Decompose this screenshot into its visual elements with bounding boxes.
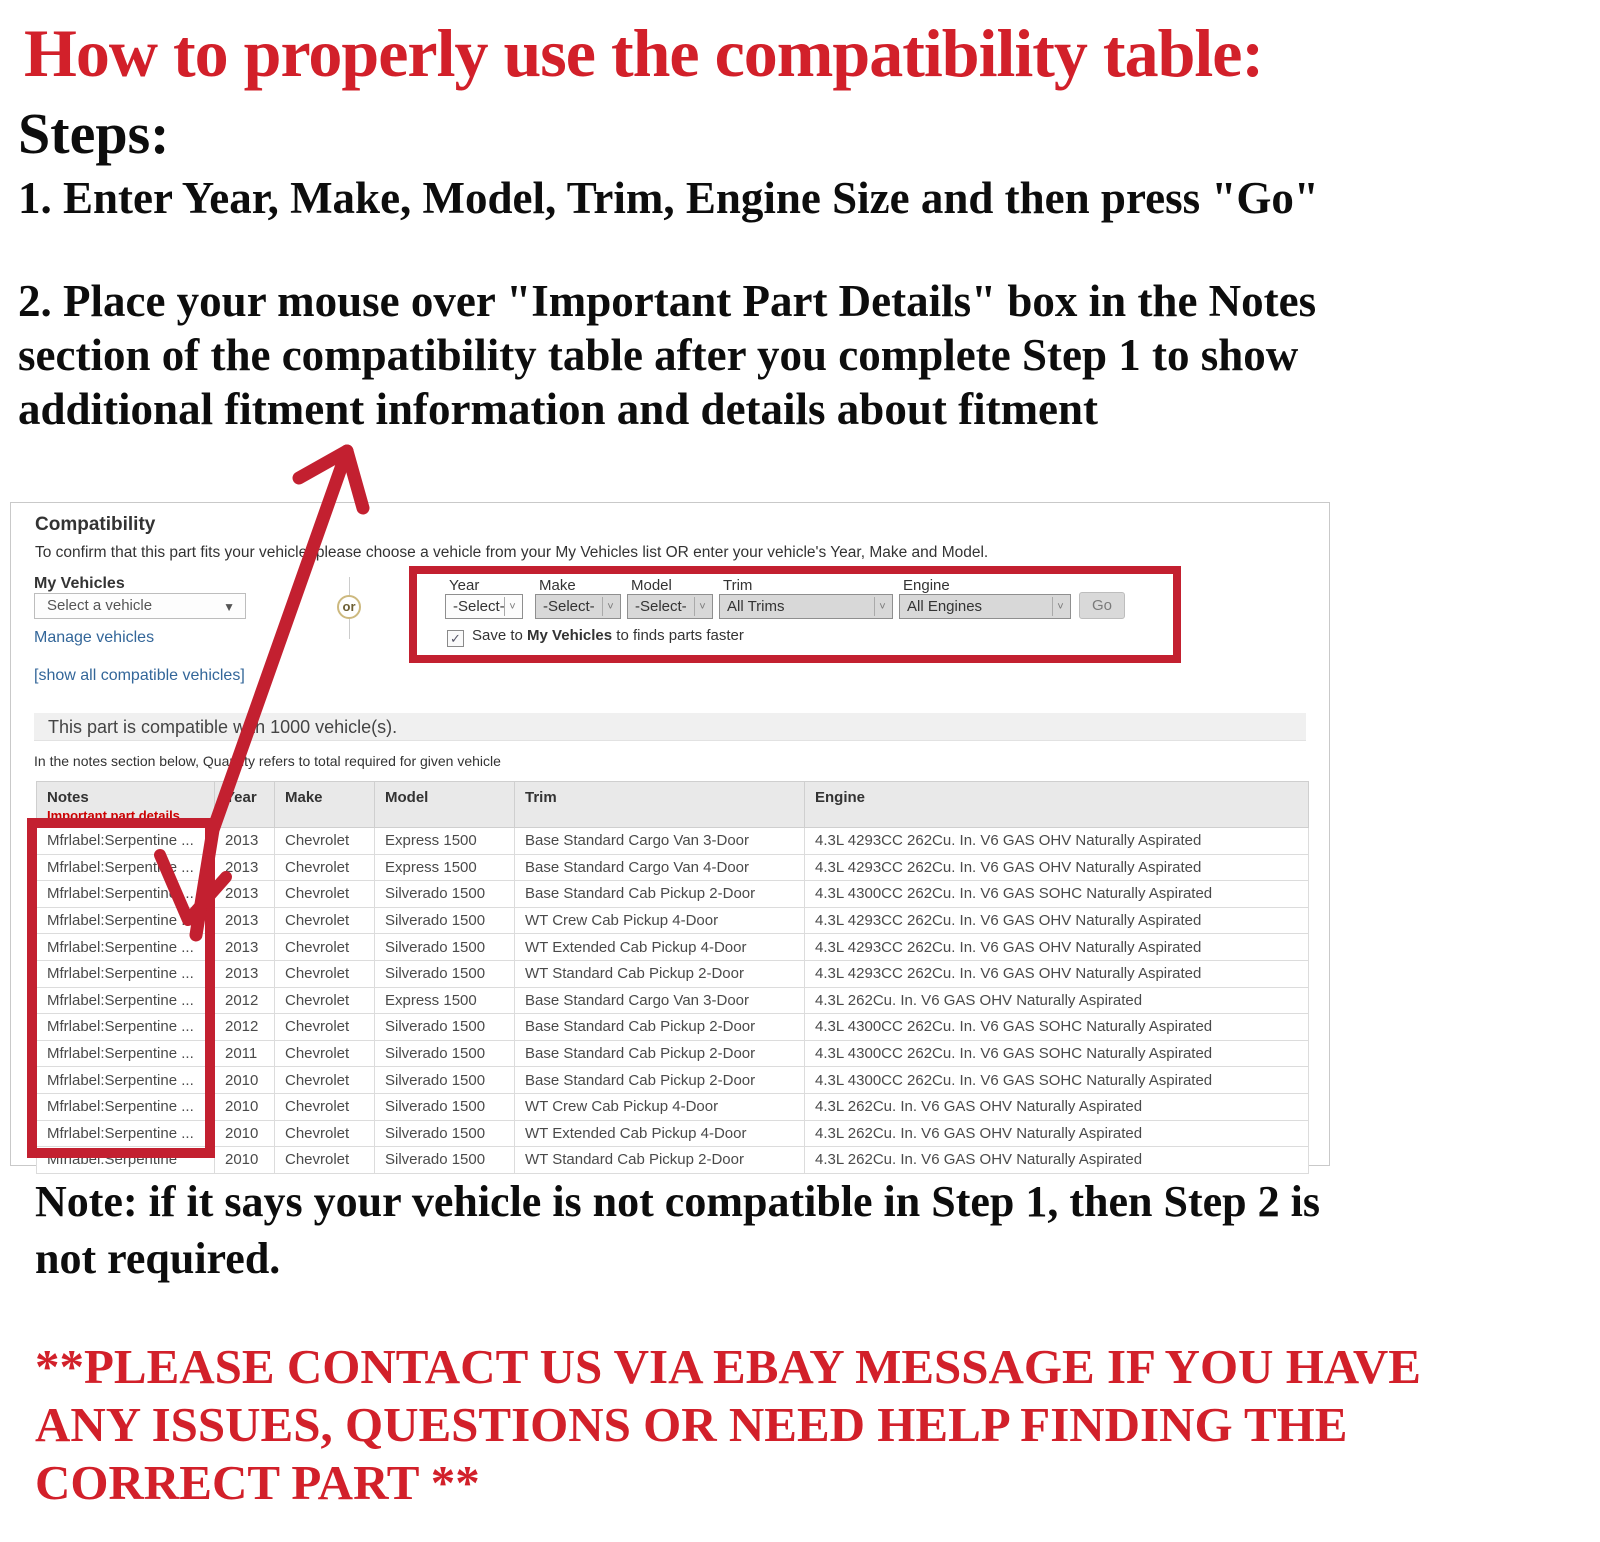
notes-cell[interactable]: Mfrlabel:Serpentine ...	[37, 1040, 215, 1067]
chevron-down-icon: ˅	[1052, 597, 1068, 616]
step-2-line-1: 2. Place your mouse over "Important Part Details" box in the Notes	[18, 276, 1317, 326]
contact-line-3: CORRECT PART **	[35, 1455, 480, 1510]
step-1-text: 1. Enter Year, Make, Model, Trim, Engine Size and then press "Go"	[18, 173, 1319, 223]
note-line-2: not required.	[35, 1234, 281, 1283]
model-cell: Silverado 1500	[375, 907, 515, 934]
model-select-value: -Select-	[635, 598, 687, 615]
trim-cell: Base Standard Cargo Van 4-Door	[515, 854, 805, 881]
model-cell: Express 1500	[375, 828, 515, 855]
notes-hint-text: In the notes section below, Quantity refers to total required for given vehicle	[34, 753, 501, 769]
year-cell: 2011	[215, 1040, 275, 1067]
table-row	[37, 1093, 1309, 1120]
table-row	[37, 934, 1309, 961]
year-cell: 2013	[215, 828, 275, 855]
chevron-down-icon: ˅	[694, 597, 710, 616]
manage-vehicles-link[interactable]: Manage vehicles	[34, 629, 155, 646]
engine-cell: 4.3L 4300CC 262Cu. In. V6 GAS SOHC Naturally Aspirated	[805, 1067, 1309, 1094]
step-2-text	[18, 274, 1316, 436]
year-header: Year	[215, 782, 275, 828]
trim-cell: Base Standard Cargo Van 3-Door	[515, 987, 805, 1014]
table-row	[37, 881, 1309, 908]
notes-cell[interactable]: Mfrlabel:Serpentine ...	[37, 1014, 215, 1041]
trim-cell: WT Crew Cab Pickup 4-Door	[515, 1093, 805, 1120]
contact-text	[35, 1338, 1421, 1512]
model-cell: Silverado 1500	[375, 934, 515, 961]
make-cell: Chevrolet	[275, 881, 375, 908]
trim-label: Trim	[723, 577, 753, 594]
make-cell: Chevrolet	[275, 960, 375, 987]
engine-cell: 4.3L 4293CC 262Cu. In. V6 GAS OHV Naturally Aspirated	[805, 907, 1309, 934]
go-button[interactable]: Go	[1079, 592, 1125, 619]
engine-label: Engine	[903, 577, 950, 594]
make-select-value: -Select-	[543, 598, 595, 615]
trim-cell: WT Standard Cab Pickup 2-Door	[515, 960, 805, 987]
year-cell: 2010	[215, 1147, 275, 1174]
model-label: Model	[631, 577, 672, 594]
model-select[interactable]	[627, 594, 713, 619]
model-cell: Express 1500	[375, 987, 515, 1014]
save-label-bold: My Vehicles	[527, 627, 613, 644]
my-vehicles-label: My Vehicles	[34, 575, 125, 592]
model-cell: Silverado 1500	[375, 960, 515, 987]
make-cell: Chevrolet	[275, 907, 375, 934]
trim-cell: WT Extended Cab Pickup 4-Door	[515, 934, 805, 961]
trim-header: Trim	[515, 782, 805, 828]
trim-select-value: All Trims	[727, 598, 785, 615]
year-cell: 2012	[215, 987, 275, 1014]
make-cell: Chevrolet	[275, 1014, 375, 1041]
make-cell: Chevrolet	[275, 1093, 375, 1120]
widget-intro-text: To confirm that this part fits your vehicle, please choose a vehicle from your My Vehicles list OR enter your vehicle's Year, Make and Model.	[35, 544, 989, 561]
notes-cell[interactable]: Mfrlabel:Serpentine ...	[37, 1067, 215, 1094]
chevron-down-icon: ˅	[874, 597, 890, 616]
year-cell: 2013	[215, 854, 275, 881]
chevron-down-icon: ▼	[223, 600, 235, 614]
engine-cell: 4.3L 262Cu. In. V6 GAS OHV Naturally Aspirated	[805, 1093, 1309, 1120]
table-row	[37, 1014, 1309, 1041]
step-2-line-3: additional fitment information and details about fitment	[18, 384, 1099, 434]
model-cell: Silverado 1500	[375, 881, 515, 908]
year-cell: 2013	[215, 881, 275, 908]
year-select[interactable]	[445, 594, 523, 619]
model-cell: Silverado 1500	[375, 1147, 515, 1174]
year-cell: 2013	[215, 960, 275, 987]
steps-heading: Steps:	[18, 101, 170, 166]
notes-cell[interactable]: Mfrlabel:Serpentine	[37, 1147, 215, 1174]
note-text	[35, 1173, 1320, 1287]
note-line-1: Note: if it says your vehicle is not compatible in Step 1, then Step 2 is	[35, 1177, 1320, 1226]
make-cell: Chevrolet	[275, 828, 375, 855]
engine-select-value: All Engines	[907, 598, 983, 615]
engine-cell: 4.3L 4300CC 262Cu. In. V6 GAS SOHC Naturally Aspirated	[805, 881, 1309, 908]
trim-cell: Base Standard Cab Pickup 2-Door	[515, 1040, 805, 1067]
trim-cell: WT Standard Cab Pickup 2-Door	[515, 1147, 805, 1174]
make-cell: Chevrolet	[275, 934, 375, 961]
table-row	[37, 854, 1309, 881]
notes-cell[interactable]: Mfrlabel:Serpentine ...	[37, 1120, 215, 1147]
table-row	[37, 828, 1309, 855]
make-cell: Chevrolet	[275, 1040, 375, 1067]
engine-cell: 4.3L 262Cu. In. V6 GAS OHV Naturally Aspirated	[805, 1147, 1309, 1174]
compatibility-table	[36, 781, 1309, 1174]
year-cell: 2010	[215, 1120, 275, 1147]
compatibility-widget	[10, 502, 1330, 1169]
compatible-count-banner: This part is compatible with 1000 vehicle(s).	[34, 713, 1306, 741]
contact-line-2: ANY ISSUES, QUESTIONS OR NEED HELP FINDING THE	[35, 1397, 1348, 1452]
save-checkbox[interactable]: ✓	[447, 630, 464, 647]
or-badge: or	[337, 595, 361, 619]
save-checkbox-label	[472, 627, 744, 644]
year-label: Year	[449, 577, 480, 594]
year-cell: 2013	[215, 907, 275, 934]
engine-cell: 4.3L 262Cu. In. V6 GAS OHV Naturally Aspirated	[805, 987, 1309, 1014]
table-row	[37, 987, 1309, 1014]
notes-cell[interactable]: Mfrlabel:Serpentine ...	[37, 907, 215, 934]
widget-heading: Compatibility	[35, 514, 156, 535]
make-cell: Chevrolet	[275, 854, 375, 881]
engine-header: Engine	[805, 782, 1309, 828]
engine-cell: 4.3L 4300CC 262Cu. In. V6 GAS SOHC Naturally Aspirated	[805, 1014, 1309, 1041]
model-cell: Silverado 1500	[375, 1040, 515, 1067]
step-2-line-2: section of the compatibility table after you complete Step 1 to show	[18, 330, 1299, 380]
table-row	[37, 960, 1309, 987]
contact-line-1: **PLEASE CONTACT US VIA EBAY MESSAGE IF YOU HAVE	[35, 1339, 1421, 1394]
engine-cell: 4.3L 4293CC 262Cu. In. V6 GAS OHV Naturally Aspirated	[805, 854, 1309, 881]
table-row	[37, 1120, 1309, 1147]
show-all-compatible-vehicles-link[interactable]: [show all compatible vehicles]	[34, 667, 245, 684]
page-title: How to properly use the compatibility table:	[24, 15, 1264, 91]
notes-cell[interactable]: Mfrlabel:Serpentine ...	[37, 1093, 215, 1120]
engine-select[interactable]	[899, 594, 1071, 619]
year-cell: 2010	[215, 1093, 275, 1120]
model-cell: Express 1500	[375, 854, 515, 881]
notes-header	[37, 782, 215, 828]
notes-cell[interactable]: Mfrlabel:Serpentine ...	[37, 881, 215, 908]
trim-cell: Base Standard Cab Pickup 2-Door	[515, 1014, 805, 1041]
chevron-down-icon: ˅	[602, 597, 618, 616]
model-header: Model	[375, 782, 515, 828]
table-row	[37, 1147, 1309, 1174]
engine-cell: 4.3L 4293CC 262Cu. In. V6 GAS OHV Naturally Aspirated	[805, 960, 1309, 987]
year-cell: 2013	[215, 934, 275, 961]
year-select-value: -Select-	[453, 598, 505, 615]
model-cell: Silverado 1500	[375, 1014, 515, 1041]
trim-cell: Base Standard Cab Pickup 2-Door	[515, 1067, 805, 1094]
make-header: Make	[275, 782, 375, 828]
table-header-row	[37, 782, 1309, 828]
engine-cell: 4.3L 4300CC 262Cu. In. V6 GAS SOHC Naturally Aspirated	[805, 1040, 1309, 1067]
model-cell: Silverado 1500	[375, 1093, 515, 1120]
engine-cell: 4.3L 4293CC 262Cu. In. V6 GAS OHV Naturally Aspirated	[805, 828, 1309, 855]
notes-cell[interactable]: Mfrlabel:Serpentine ...	[37, 828, 215, 855]
table-row	[37, 907, 1309, 934]
notes-cell[interactable]: Mfrlabel:Serpentine ...	[37, 854, 215, 881]
trim-cell: WT Crew Cab Pickup 4-Door	[515, 907, 805, 934]
notes-cell[interactable]: Mfrlabel:Serpentine ...	[37, 934, 215, 961]
save-to-my-vehicles-row	[447, 627, 744, 645]
chevron-down-icon: ˅	[504, 597, 520, 616]
model-cell: Silverado 1500	[375, 1120, 515, 1147]
trim-select[interactable]	[719, 594, 893, 619]
trim-cell: Base Standard Cab Pickup 2-Door	[515, 881, 805, 908]
make-select[interactable]	[535, 594, 621, 619]
make-cell: Chevrolet	[275, 1147, 375, 1174]
table-row	[37, 1067, 1309, 1094]
engine-cell: 4.3L 4293CC 262Cu. In. V6 GAS OHV Naturally Aspirated	[805, 934, 1309, 961]
compat-table-body	[37, 828, 1309, 1174]
vehicle-select[interactable]	[34, 593, 246, 619]
vehicle-select-value: Select a vehicle	[47, 597, 153, 614]
table-row	[37, 1040, 1309, 1067]
make-cell: Chevrolet	[275, 987, 375, 1014]
make-cell: Chevrolet	[275, 1067, 375, 1094]
notes-cell[interactable]: Mfrlabel:Serpentine ...	[37, 960, 215, 987]
year-cell: 2010	[215, 1067, 275, 1094]
notes-header-label: Notes	[47, 789, 89, 806]
save-label-suffix: to finds parts faster	[612, 627, 744, 644]
make-cell: Chevrolet	[275, 1120, 375, 1147]
trim-cell: WT Extended Cab Pickup 4-Door	[515, 1120, 805, 1147]
year-cell: 2012	[215, 1014, 275, 1041]
important-part-details-label: Important part details	[47, 808, 180, 823]
make-label: Make	[539, 577, 576, 594]
notes-cell[interactable]: Mfrlabel:Serpentine ...	[37, 987, 215, 1014]
engine-cell: 4.3L 262Cu. In. V6 GAS OHV Naturally Aspirated	[805, 1120, 1309, 1147]
trim-cell: Base Standard Cargo Van 3-Door	[515, 828, 805, 855]
model-cell: Silverado 1500	[375, 1067, 515, 1094]
save-label-prefix: Save to	[472, 627, 528, 644]
